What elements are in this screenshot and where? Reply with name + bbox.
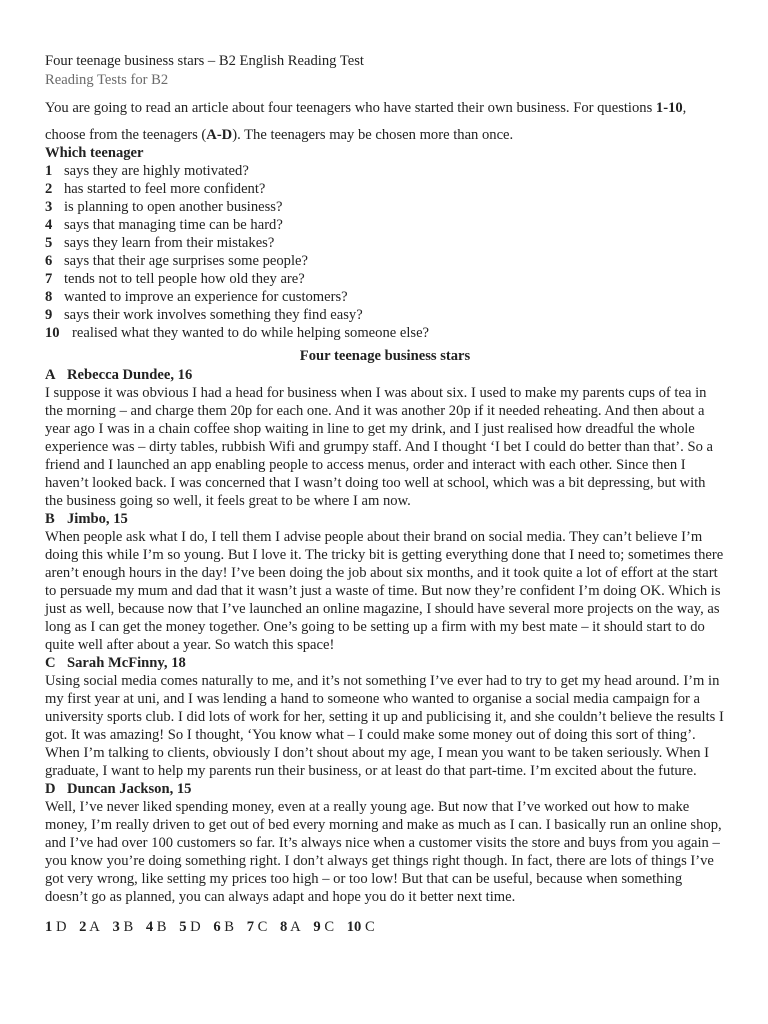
question-item (45, 306, 725, 324)
question-item (45, 180, 725, 198)
person-paragraph: Well, I’ve never liked spending money, even at a really young age. But now that I’ve worked out how to make money, I’m really driven to get out of bed every morning and make as much as I can. I basically run an online shop, and I’ve had over 100 customers so far. It’s always nice when a customer visits the store and buys from you again – you know you’re doing something right. I don’t always get things right though. In fact, there are lots of things I’ve got very wrong, like setting my prices too high – or too low! But that can be useful, because when something doesn’t go as planned, you can always adapt and hope you do it better next time. (45, 799, 722, 905)
instructions-text: ). The teenagers may be chosen more than once. (232, 127, 514, 143)
person-section-b (45, 510, 725, 654)
question-number: 7 (45, 271, 53, 287)
answer-item (313, 919, 334, 935)
person-name: Jimbo, 15 (67, 511, 128, 527)
person-heading (45, 510, 725, 528)
question-number: 8 (45, 289, 53, 305)
answer-item (247, 919, 268, 935)
document-page (45, 52, 725, 936)
answer-key (45, 918, 725, 936)
person-heading (45, 780, 725, 798)
question-number: 9 (45, 307, 53, 323)
instructions (45, 99, 725, 144)
question-text: tends not to tell people how old they are? (64, 271, 305, 287)
answer-number: 7 (246, 919, 254, 935)
answer-item (113, 919, 134, 935)
person-section-c (45, 654, 725, 780)
answer-letter: C (257, 919, 268, 935)
question-text: wanted to improve an experience for customers? (64, 289, 348, 305)
article-title: Four teenage business stars (299, 348, 471, 364)
question-list (45, 162, 725, 342)
question-text: has started to feel more confident? (64, 181, 266, 197)
answer-number: 5 (179, 919, 187, 935)
question-item (45, 324, 725, 342)
person-name: Sarah McFinny, 18 (67, 655, 186, 671)
answer-number: 4 (145, 919, 154, 935)
question-number: 5 (45, 235, 53, 251)
instructions-line-1 (45, 99, 725, 117)
person-section-d (45, 780, 725, 906)
question-number: 10 (45, 325, 60, 341)
page-title: Four teenage business stars – B2 English Reading Test (45, 53, 364, 69)
instructions-text: choose from the teenagers ( (45, 127, 207, 143)
answer-number: 9 (313, 919, 321, 935)
page-subtitle: Reading Tests for B2 (45, 72, 169, 88)
question-number: 2 (45, 181, 53, 197)
person-section-a (45, 366, 725, 510)
answer-number: 6 (213, 919, 221, 935)
person-heading (45, 654, 725, 672)
question-text: says that their age surprises some people? (64, 253, 308, 269)
answer-item (45, 919, 67, 935)
answer-letter: C (324, 919, 335, 935)
person-paragraph: When people ask what I do, I tell them I advise people about their brand on social media. They can’t believe I’m doing this while I’m so young. But I love it. The tricky bit is getting everything done that I need to; sometimes there aren’t enough hours in the day! I’ve been doing the job about six months, and it took quite a lot of effort at the start to persuade my mum and dad that it wasn’t just a waste of time. But now they’re confident I’m doing OK. Which is just as well, because now that I’ve launched an online magazine, I should have several more projects on the way, as long as I can get the money together. One’s going to be setting up a firm with my best mate – it should start to do quite well after about a year. So watch this space! (45, 529, 724, 653)
answer-letter: D (55, 919, 67, 935)
person-letter: D (45, 781, 56, 797)
question-number: 4 (45, 217, 53, 233)
person-name: Duncan Jackson, 15 (67, 781, 192, 797)
answer-number: 1 (45, 919, 53, 935)
person-paragraph: I suppose it was obvious I had a head for business when I was about six. I used to make my parents cups of tea in the morning – and charge them 20p for each one. And it was another 20p if it needed reheating. And then about a year ago I was in a chain coffee shop waiting in line to get my drink, and I just realised how dreadful the whole experience was – dirty tables, rubbish Wifi and grumpy staff. And I thought ‘I bet I could do better than that’. So a friend and I launched an app enabling people to access menus, order and interact with each other. Since then I haven’t looked back. I was concerned that I wasn’t doing too well at school, which was a bit depressing, but with the business going so well, it feels great to be where I am now. (45, 385, 713, 509)
answer-letter: A (290, 919, 301, 935)
answer-number: 2 (79, 919, 87, 935)
answer-item (347, 919, 375, 935)
answer-number: 3 (112, 919, 120, 935)
answer-item (79, 919, 100, 935)
question-text: realised what they wanted to do while helping someone else? (72, 325, 430, 341)
questions-heading: Which teenager (45, 145, 144, 161)
instructions-line-2 (45, 126, 725, 144)
question-text: says they learn from their mistakes? (64, 235, 275, 251)
question-item (45, 234, 725, 252)
question-item (45, 288, 725, 306)
answer-item (146, 919, 167, 935)
question-item (45, 216, 725, 234)
answer-item (213, 919, 234, 935)
person-paragraph: Using social media comes naturally to me, and it’s not something I’ve ever had to try to get my head around. I’m in my first year at uni, and I was lending a hand to someone who wanted to organise a social media campaign for a university sports club. I did lots of work for her, setting it up and publicising it, and she couldn’t believe the results I got. It was amazing! So I thought, ‘You know what – I could make some money out of doing this sort of thing’. When I’m talking to clients, obviously I don’t shout about my age, I mean you want to be taken seriously. When I graduate, I want to help my parents run their business, or at least do that part-time. I’m excited about the future. (45, 673, 724, 779)
question-item (45, 198, 725, 216)
question-text: says their work involves something they find easy? (64, 307, 363, 323)
answer-letter: A (89, 919, 100, 935)
question-range: 1-10 (655, 100, 683, 116)
answer-letter: B (224, 919, 235, 935)
person-letter: A (45, 367, 56, 383)
question-number: 3 (45, 199, 53, 215)
question-item (45, 162, 725, 180)
answer-number: 10 (346, 919, 362, 935)
person-name: Rebecca Dundee, 16 (67, 367, 193, 383)
person-heading (45, 366, 725, 384)
question-number: 1 (45, 163, 53, 179)
answer-letter: B (156, 919, 167, 935)
question-text: says they are highly motivated? (64, 163, 249, 179)
answer-letter: C (364, 919, 375, 935)
answer-letter: B (123, 919, 134, 935)
instructions-text: , (682, 100, 687, 116)
answer-number: 8 (280, 919, 288, 935)
answer-letter: D (190, 919, 201, 935)
answer-item (280, 919, 301, 935)
question-text: is planning to open another business? (64, 199, 283, 215)
question-item (45, 270, 725, 288)
question-text: says that managing time can be hard? (64, 217, 283, 233)
answer-item (179, 919, 201, 935)
person-letter: C (45, 655, 56, 671)
person-letter: B (45, 511, 55, 527)
instructions-text: You are going to read an article about four teenagers who have started their own business. For questions (45, 100, 656, 116)
question-item (45, 252, 725, 270)
teacher-letters: A-D (206, 127, 233, 143)
question-number: 6 (45, 253, 53, 269)
